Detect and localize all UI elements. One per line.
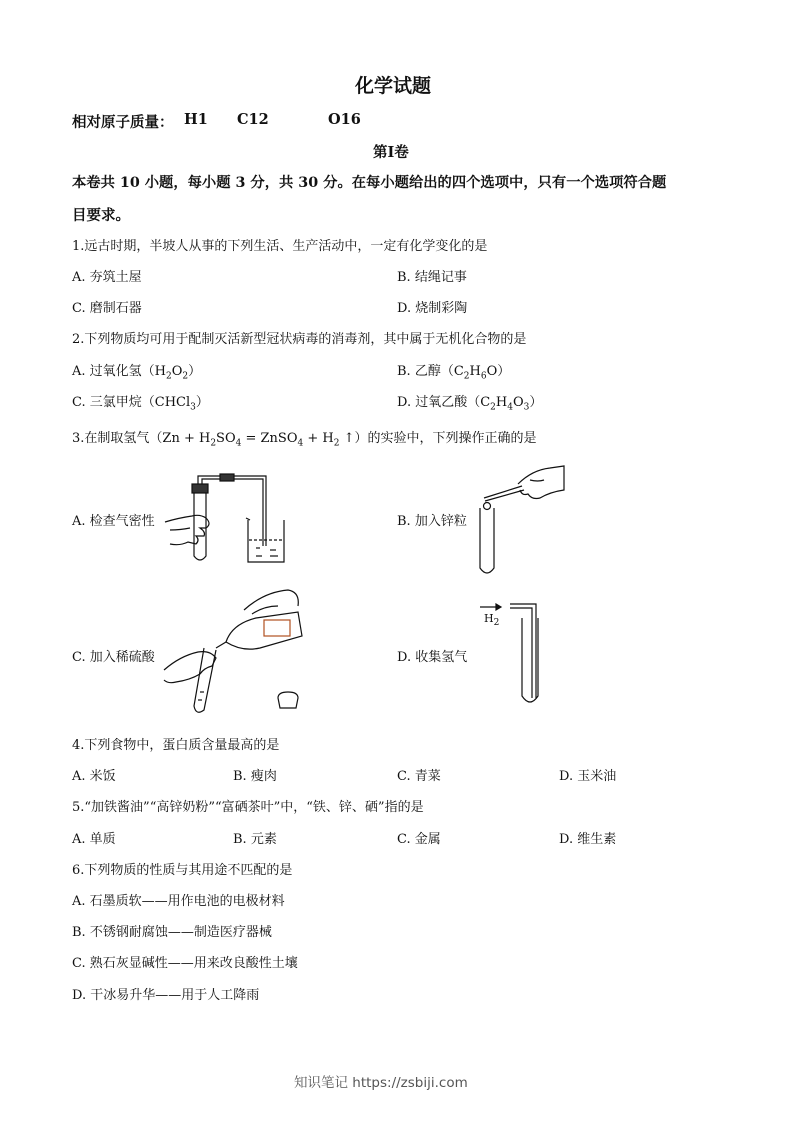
q3-option-d[interactable]: D. 收集氢气 [397, 650, 468, 665]
q6-stem: 6.下列物质的性质与其用途不匹配的是 [72, 863, 293, 878]
q3-figure-a [160, 470, 300, 570]
q1-option-a[interactable]: A. 夯筑土屋 [72, 270, 142, 285]
q6-option-a[interactable]: A. 石墨质软——用作电池的电极材料 [72, 894, 285, 909]
atomic-mass-label: 相对原子质量： [72, 114, 174, 131]
q3-option-c[interactable]: C. 加入稀硫酸 [72, 650, 155, 665]
q3-figure-b [470, 460, 570, 580]
atomic-mass-c: C12 [237, 111, 269, 128]
q3-stem: 3.在制取氢气（$Zn + H_2SO_4$ = ZnSO$_4$ + $H_2$ ↑）的实验中，下列操作正确的是 [72, 431, 537, 449]
q3-option-a[interactable]: A. 检查气密性 [72, 514, 155, 529]
q4-option-a[interactable]: A. 米饭 [72, 769, 116, 784]
page-title: 化学试题 [355, 75, 432, 97]
q6-option-d[interactable]: D. 干冰易升华——用于人工降雨 [72, 988, 260, 1003]
q1-option-d[interactable]: D. 烧制彩陶 [397, 301, 468, 316]
atomic-mass-h: H1 [184, 111, 208, 128]
q2-option-d[interactable]: D. 过氧乙酸$(C_2H_4O_3)$ [397, 395, 543, 413]
q4-option-b[interactable]: B. 瘦肉 [233, 769, 277, 784]
q1-option-b[interactable]: B. 结绳记事 [397, 270, 467, 285]
q2-stem: 2.下列物质均可用于配制灭活新型冠状病毒的消毒剂，其中属于无机化合物的是 [72, 332, 527, 347]
q2-option-c[interactable]: C. 三氯甲烷（CHCl$_3$） [72, 395, 209, 413]
volume-heading: 第Ⅰ卷 [373, 144, 409, 161]
q1-option-c[interactable]: C. 磨制石器 [72, 301, 142, 316]
q1-stem: 1.远古时期，半坡人从事的下列生活、生产活动中，一定有化学变化的是 [72, 239, 488, 254]
q5-option-a[interactable]: A. 单质 [72, 832, 116, 847]
q4-option-c[interactable]: C. 青菜 [397, 769, 441, 784]
q6-option-c[interactable]: C. 熟石灰显碱性——用来改良酸性土壤 [72, 956, 298, 971]
q6-option-b[interactable]: B. 不锈钢耐腐蚀——制造医疗器械 [72, 925, 272, 940]
q3-figure-c [160, 588, 310, 720]
q5-option-d[interactable]: D. 维生素 [559, 832, 617, 847]
q2-option-a[interactable]: A. 过氧化氢$(H_2O_2)$ [72, 364, 202, 382]
q5-stem: 5.“加铁酱油”“高锌奶粉”“富硒茶叶”中，“铁、锌、硒”指的是 [72, 800, 424, 815]
q3-option-b[interactable]: B. 加入锌粒 [397, 514, 467, 529]
footer-watermark: 知识笔记 https://zsbiji.com [294, 1075, 468, 1091]
instruction-line1: 本卷共 10 小题，每小题 3 分，共 30 分。在每小题给出的四个选项中，只有一个选项符合题 [72, 175, 667, 191]
q4-option-d[interactable]: D. 玉米油 [559, 769, 617, 784]
q5-option-b[interactable]: B. 元素 [233, 832, 277, 847]
q5-option-c[interactable]: C. 金属 [397, 832, 441, 847]
instruction-line2: 目要求。 [72, 207, 130, 224]
atomic-mass-o: O16 [328, 111, 361, 128]
q2-option-b[interactable]: B. 乙醇$(C_2H_6O)$ [397, 364, 511, 382]
q3-h2-label: $H_2$ [484, 612, 500, 629]
q4-stem: 4.下列食物中，蛋白质含量最高的是 [72, 738, 280, 753]
q3-equation: $Zn + H_2SO_4$ = ZnSO$_4$ + $H_2$ ↑ [162, 431, 355, 449]
